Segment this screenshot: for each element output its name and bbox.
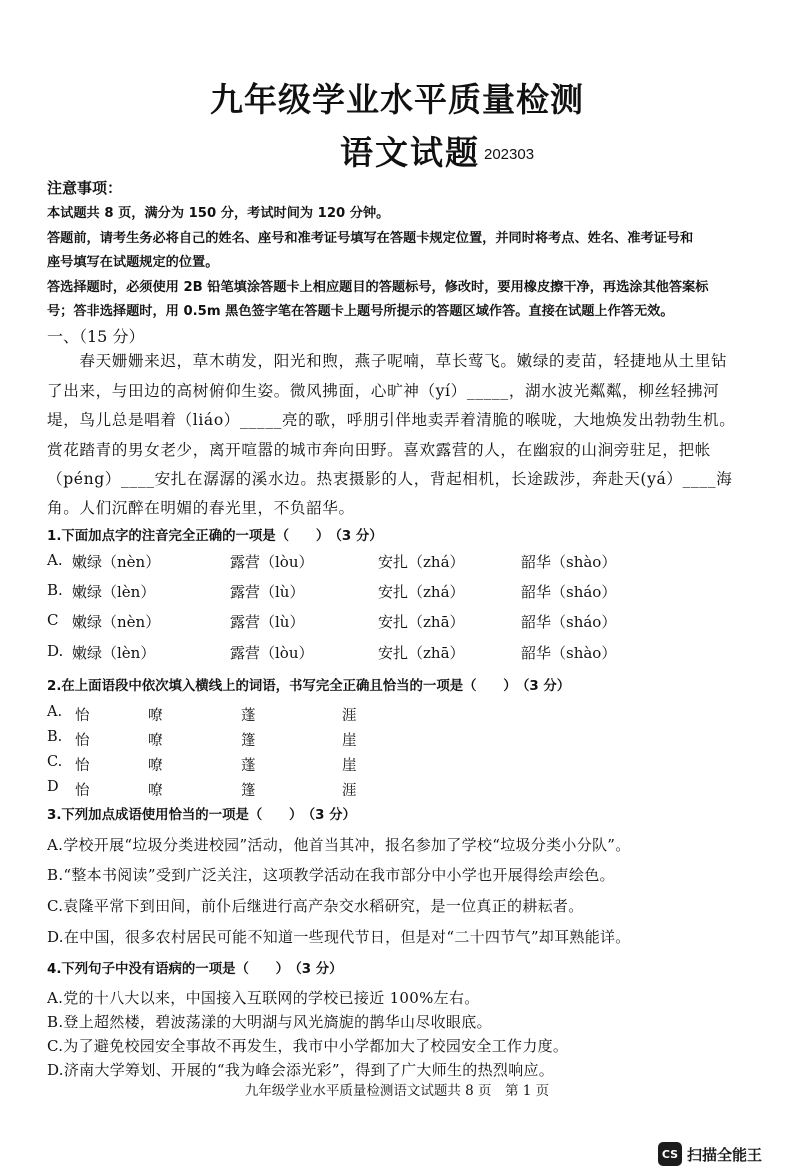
- option-item: 嫩绿（lèn）: [72, 583, 156, 601]
- notice-line: 座号填写在试题规定的位置。: [47, 255, 219, 270]
- option-item: 嘹: [148, 733, 163, 749]
- option-item: 韶华（sháo）: [521, 583, 617, 601]
- option-item: 涯: [342, 783, 357, 799]
- option-item: 怡: [75, 708, 90, 724]
- option-item: 露营（lù）: [230, 583, 305, 601]
- question-2-stem: [47, 675, 570, 694]
- page-footer: 九年级学业水平质量检测语文试题共 8 页 第 1 页: [244, 1083, 550, 1099]
- passage-line: 了出来，与田边的高树俯仰生姿。微风拂面，心旷神（yí）_____，湖水波光粼粼，柳丝轻拂河: [47, 382, 720, 400]
- option-item: 嫩绿（nèn）: [72, 553, 161, 571]
- scanner-watermark: [658, 1142, 762, 1166]
- question-3-stem: [47, 804, 356, 823]
- passage-line: （péng）____安扎在潺潺的溪水边。热衷摄影的人，背起相机，长途跋涉，奔赴天(yá）____海: [47, 470, 733, 488]
- passage-line: 春天姗姗来迟，草木萌发，阳光和煦，燕子呢喃，草长莺飞。嫩绿的麦苗，轻捷地从土里钻: [47, 352, 728, 370]
- passage-line: 角。人们沉醉在明媚的春光里，不负韶华。: [47, 499, 355, 517]
- q4-option: D.济南大学筹划、开展的“我为峰会添光彩”，得到了广大师生的热烈响应。: [47, 1061, 555, 1079]
- question-text: 2.在上面语段中依次填入横线上的词语，书写完全正确且恰当的一项是（ ）: [47, 679, 517, 694]
- q4-option: A.党的十八大以来，中国接入互联网的学校已接近 100%左右。: [47, 989, 480, 1007]
- q4-option: B.登上超然楼，碧波荡漾的大明湖与风光旖旎的鹊华山尽收眼底。: [47, 1013, 492, 1031]
- option-item: 露营（lòu）: [230, 644, 314, 662]
- option-letter: B.: [47, 729, 63, 745]
- option-item: 崖: [342, 733, 357, 749]
- option-item: 韶华（shào）: [521, 553, 617, 571]
- camscanner-logo-icon: CS: [658, 1142, 682, 1166]
- passage-line: 堤，鸟儿总是唱着（liáo）_____亮的歌，呼朋引伴地卖弄着清脆的喉咙，大地焕发出勃勃生机。: [47, 411, 736, 429]
- notice-line: 本试题共 8 页，满分为 150 分，考试时间为 120 分钟。: [47, 206, 390, 221]
- question-4-stem: [47, 958, 343, 977]
- option-item: 篷: [241, 733, 256, 749]
- q4-option: C.为了避免校园安全事故不再发生，我市中小学都加大了校园安全工作力度。: [47, 1037, 569, 1055]
- option-item: 嘹: [148, 783, 163, 799]
- option-item: 怡: [75, 783, 90, 799]
- option-item: 蓬: [241, 708, 256, 724]
- exam-title: 九年级学业水平质量检测: [210, 80, 584, 119]
- exam-subtitle: 语文试题: [340, 133, 480, 172]
- option-letter: A.: [47, 704, 63, 720]
- passage-line: 赏花踏青的男女老少，离开喧嚣的城市奔向田野。喜欢露营的人，在幽寂的山涧旁驻足，把帐: [47, 441, 711, 459]
- question-text: 3.下列加点成语使用恰当的一项是（ ）: [47, 808, 303, 823]
- option-item: 嘹: [148, 708, 163, 724]
- option-item: 露营（lù）: [230, 613, 305, 631]
- option-letter: C.: [47, 754, 63, 770]
- option-letter: C: [47, 611, 59, 629]
- option-item: 安扎（zhá）: [378, 583, 465, 601]
- watermark-text: 扫描全能王: [687, 1145, 763, 1164]
- section-label: 一、（15 分）: [47, 327, 145, 346]
- option-item: 韶华（shào）: [521, 644, 617, 662]
- notice-heading: 注意事项：: [47, 179, 123, 197]
- q3-option: C.袁隆平常下到田间，前仆后继进行高产杂交水稻研究，是一位真正的耕耘者。: [47, 897, 584, 915]
- option-item: 崖: [342, 758, 357, 774]
- option-letter: D.: [47, 642, 64, 660]
- question-mark: （3 分）: [522, 679, 571, 694]
- question-text: 4.下列句子中没有语病的一项是（ ）: [47, 962, 290, 977]
- option-item: 涯: [342, 708, 357, 724]
- option-item: 安扎（zhā）: [378, 644, 465, 662]
- notice-line: 号；答非选择题时，用 0.5m 黑色签字笔在答题卡上题号所提示的答题区域作答。直接在试题上作答无效。: [47, 304, 674, 319]
- option-item: 篷: [241, 783, 256, 799]
- option-letter: B.: [47, 581, 63, 599]
- exam-code: 202303: [484, 146, 535, 163]
- option-letter: D: [47, 779, 59, 795]
- option-item: 嘹: [148, 758, 163, 774]
- notice-line: 答选择题时，必须使用 2B 铅笔填涂答题卡上相应题目的答题标号，修改时，要用橡皮擦干净，再选涂其他答案标: [47, 280, 709, 295]
- question-mark: （3 分）: [308, 808, 356, 823]
- option-item: 嫩绿（nèn）: [72, 613, 161, 631]
- option-item: 安扎（zhā）: [378, 613, 465, 631]
- option-item: 嫩绿（lèn）: [72, 644, 156, 662]
- q3-option: A.学校开展“垃圾分类进校园”活动，他首当其冲，报名参加了学校“垃圾分类小分队”。: [47, 836, 631, 854]
- option-item: 蓬: [241, 758, 256, 774]
- notice-line: 答题前，请考生务必将自己的姓名、座号和准考证号填写在答题卡规定位置，并同时将考点、姓名、准考证号和: [47, 231, 694, 246]
- question-mark: （3 分）: [295, 962, 343, 977]
- option-item: 露营（lòu）: [230, 553, 314, 571]
- q3-option: D.在中国，很多农村居民可能不知道一些现代节日，但是对“二十四节气”却耳熟能详。: [47, 928, 631, 946]
- q3-option: B.“整本书阅读”受到广泛关注，这项教学活动在我市部分中小学也开展得绘声绘色。: [47, 866, 615, 884]
- option-item: 怡: [75, 733, 90, 749]
- question-mark: （3 分）: [335, 529, 383, 544]
- option-item: 怡: [75, 758, 90, 774]
- question-1-stem: [47, 525, 383, 544]
- question-text: 1.下面加点字的注音完全正确的一项是（ ）: [47, 529, 330, 544]
- option-letter: A.: [47, 551, 63, 569]
- option-item: 韶华（sháo）: [521, 613, 617, 631]
- option-item: 安扎（zhá）: [378, 553, 465, 571]
